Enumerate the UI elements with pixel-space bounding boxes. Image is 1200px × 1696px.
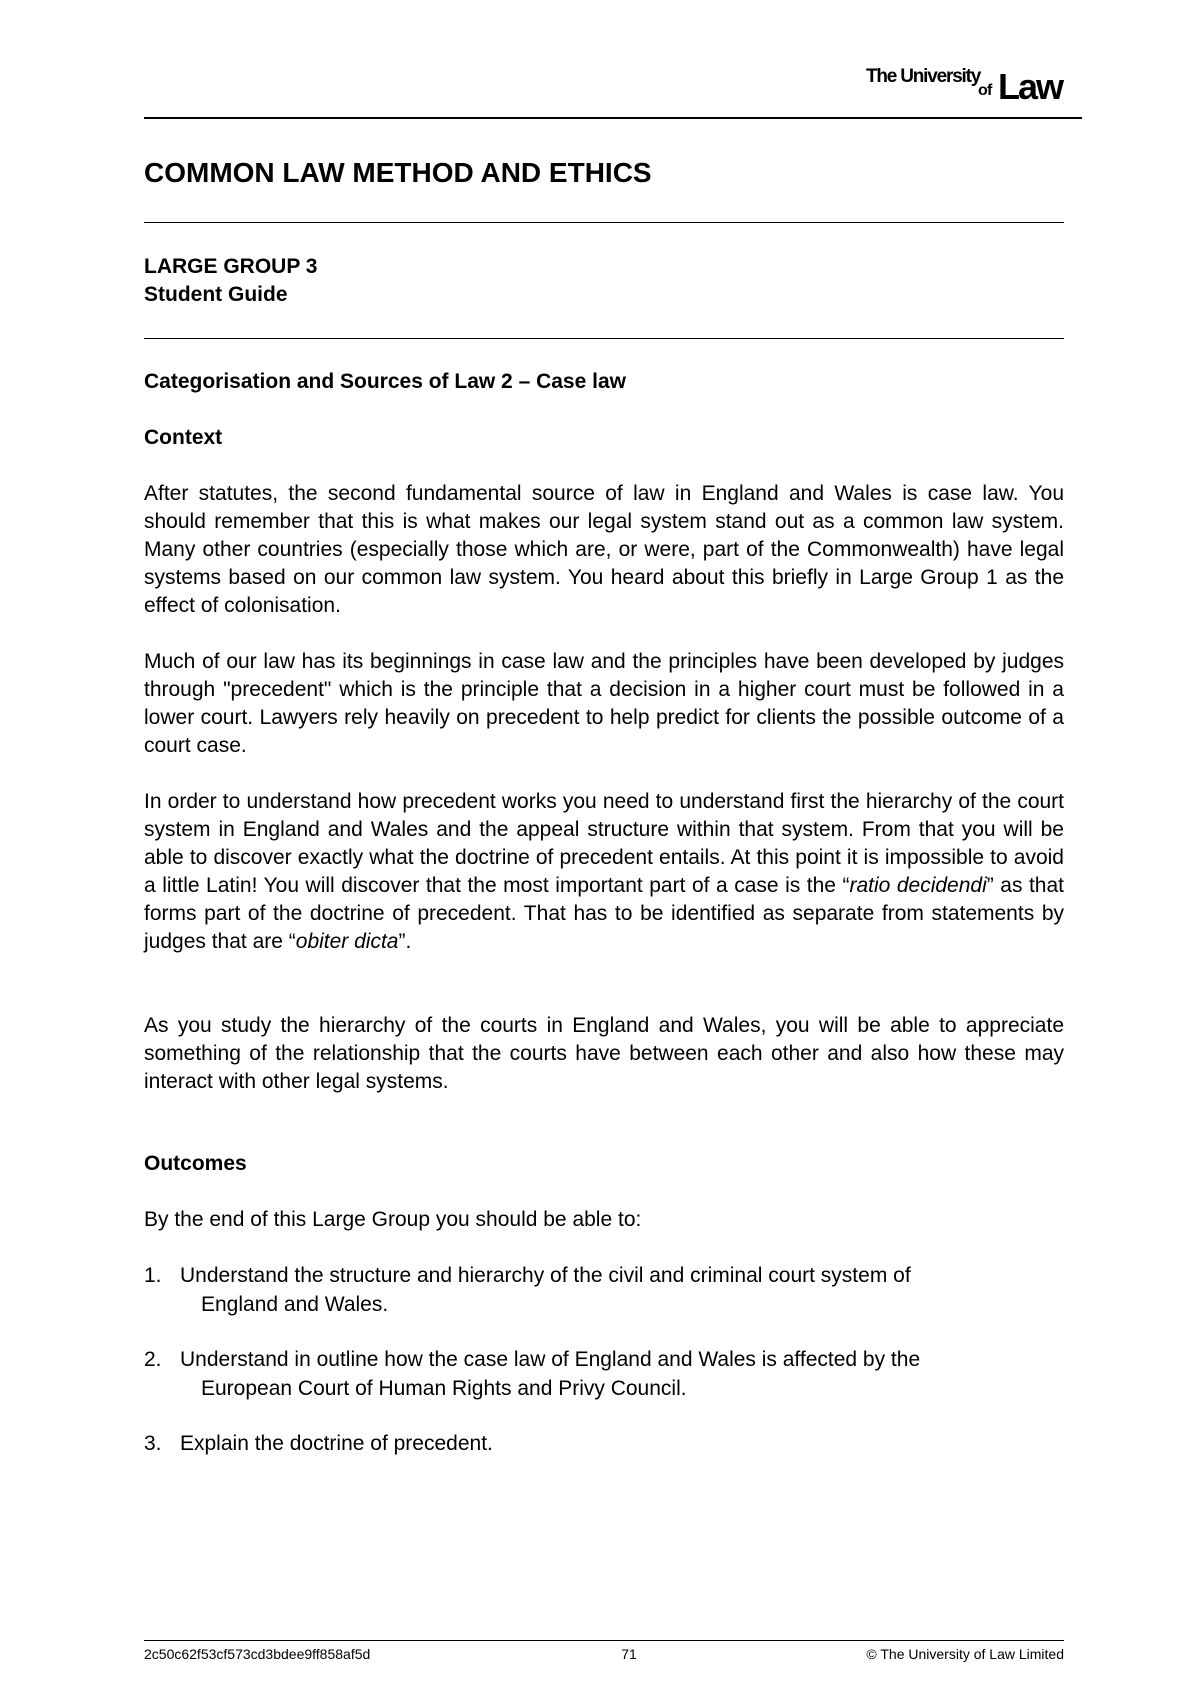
context-paragraph-3 — [144, 788, 1064, 956]
ratio-decidendi: ratio decidendi — [849, 874, 987, 897]
outcome-text-line-2: European Court of Human Rights and Privy Council. — [201, 1376, 687, 1400]
p3-quote2-close: ” — [398, 930, 406, 953]
outcomes-heading: Outcomes — [144, 1152, 247, 1175]
context-paragraph-2: Much of our law has its beginnings in case law and the principles have been developed by judges through "precedent" which is the principle that a decision in a higher court must be followed in a lower court. Lawyers rely heavily on precedent to help predict for clients the possible outcome of a court case. — [144, 650, 1064, 757]
page-footer — [144, 1646, 1064, 1666]
context-paragraph-4: As you study the hierarchy of the courts in England and Wales, you will be able to appreciate something of the relationship that the courts have between each other and also how these may interact with other legal systems. — [144, 1014, 1064, 1093]
p3-quote2-open: “ — [288, 930, 296, 953]
p3-text-a: In order to understand how precedent works you need to understand first the hierarchy of the court system in England and Wales and the appeal structure within that system. From that you will be able to discover exactly what the doctrine of precedent entails. At this point it is impossible to avoid a little Latin! You will discover that the most important part of a case is the — [144, 790, 1064, 897]
outcome-text-line-1: Understand the structure and hierarchy of the civil and criminal court system of — [180, 1264, 911, 1287]
p3-text-c: . — [405, 930, 412, 953]
logo-line-1: The University — [866, 66, 981, 87]
context-heading: Context — [144, 426, 223, 449]
logo-line-2: of — [978, 82, 992, 99]
outcome-number: 3. — [144, 1432, 162, 1455]
header-divider — [144, 117, 1082, 119]
university-logo — [866, 66, 1076, 110]
footer-divider — [144, 1640, 1064, 1641]
p3-quote1-open: “ — [842, 874, 850, 897]
context-paragraph-1: After statutes, the second fundamental source of law in England and Wales is case law. You should remember that this is what makes our legal system stand out as a common law system. Many other countries (especially those which are, or were, part of the Commonwealth) have legal systems based on our common law system. You heard about this briefly in Large Group 1 as the effect of colonisation. — [144, 482, 1064, 617]
session-group: LARGE GROUP 3 — [144, 255, 318, 278]
topic-heading: Categorisation and Sources of Law 2 – Case law — [144, 370, 626, 393]
outcome-item-1 — [144, 1262, 1064, 1319]
outcome-number: 2. — [144, 1348, 162, 1371]
outcome-number: 1. — [144, 1264, 162, 1287]
session-divider — [144, 338, 1064, 339]
title-divider — [144, 222, 1064, 223]
outcome-text-line-2: England and Wales. — [201, 1292, 389, 1316]
document-title: COMMON LAW METHOD AND ETHICS — [144, 157, 652, 188]
outcome-text-line-1: Understand in outline how the case law of England and Wales is affected by the — [180, 1348, 921, 1371]
footer-doc-id: 2c50c62f53cf573cd3bdee9ff858af5d — [144, 1646, 371, 1662]
session-guide: Student Guide — [144, 283, 288, 306]
outcome-item-2 — [144, 1346, 1064, 1403]
p3-quote1-close: ” — [986, 874, 994, 897]
obiter-dicta: obiter dicta — [295, 930, 399, 953]
footer-copyright: © The University of Law Limited — [866, 1646, 1064, 1662]
outcomes-intro: By the end of this Large Group you should be able to: — [144, 1208, 642, 1231]
outcome-item-3 — [144, 1430, 1064, 1459]
footer-page-number: 71 — [621, 1646, 637, 1662]
session-block — [144, 253, 1064, 309]
logo-line-3: Law — [998, 66, 1063, 107]
outcome-text-line-1: Explain the doctrine of precedent. — [180, 1432, 493, 1455]
p3-text-b: as that forms part of the doctrine of precedent. That has to be identified as separate from statements by judges that are — [144, 874, 1064, 953]
